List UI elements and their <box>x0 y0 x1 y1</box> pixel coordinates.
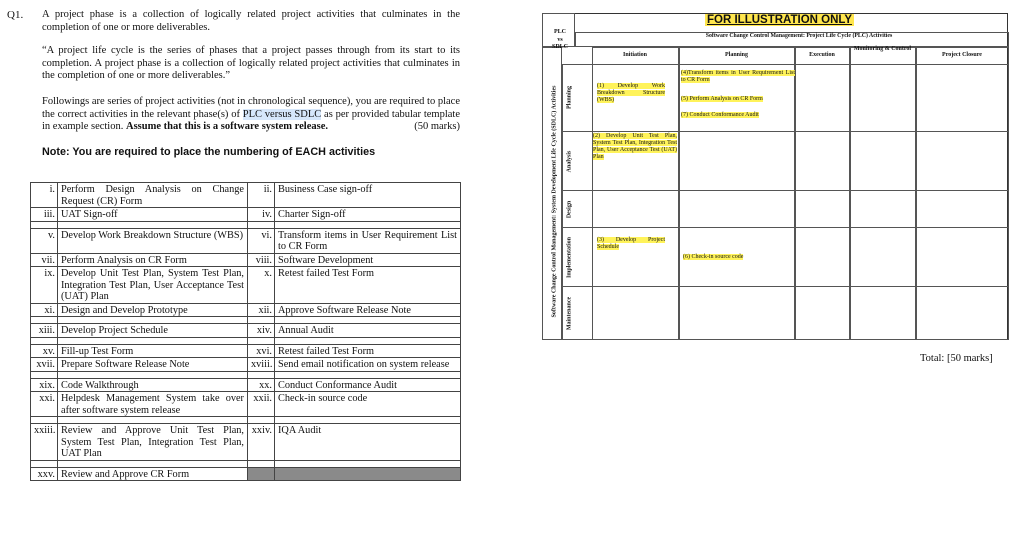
spacer-cell <box>275 221 461 228</box>
empty-cell <box>275 467 461 481</box>
spacer-cell <box>58 460 248 467</box>
activity-row <box>31 267 461 304</box>
instruction-text-2: as per provided tabular template in example section. <box>42 108 460 132</box>
spacer-cell <box>58 221 248 228</box>
spacer-cell <box>275 460 461 467</box>
activity-number: xx. <box>248 378 275 392</box>
sdlc-phase-design: Design <box>566 200 573 219</box>
activity-text: Fill-up Test Form <box>58 344 248 358</box>
spacer-row <box>31 460 461 467</box>
entry-check-in-code-text: (6) Check-in source code <box>683 254 744 260</box>
entry-perform-analysis-text: (5) Perform Analysis on CR Form <box>681 96 763 102</box>
activity-row <box>31 467 461 481</box>
entry-project-schedule-text: (3) Develop Project Schedule <box>597 237 665 250</box>
entry-conformance-audit <box>681 112 795 119</box>
question-number: Q1. <box>7 9 24 21</box>
sdlc-label: SDLC <box>551 44 568 50</box>
sdlc-phase-maintenance: Maintenance <box>566 296 573 331</box>
activity-number: xiii. <box>31 324 58 338</box>
question-quote: “A project life cycle is the series of phases that a project passes through from its start to its completion. A project phase is a collection of logically related project activities that culminates in the completion of one or more deliverables.” <box>42 45 460 81</box>
spacer-cell <box>248 417 275 424</box>
activity-text: Transform items in User Requirement List to CR Form <box>275 228 461 253</box>
spacer-cell <box>275 317 461 324</box>
activity-row <box>31 228 461 253</box>
activity-text: Perform Analysis on CR Form <box>58 253 248 267</box>
activity-number: iii. <box>31 208 58 222</box>
activity-number: xiv. <box>248 324 275 338</box>
activity-number: xxiv. <box>248 424 275 461</box>
activity-number: i. <box>31 183 58 208</box>
activity-text: Develop Project Schedule <box>58 324 248 338</box>
spacer-cell <box>248 371 275 378</box>
empty-cell <box>248 467 275 481</box>
spacer-row <box>31 417 461 424</box>
scm-plc-title: Software Change Control Management: Project Life Cycle (PLC) Activities <box>705 33 893 39</box>
spacer-cell <box>31 371 58 378</box>
spacer-cell <box>31 460 58 467</box>
spacer-cell <box>58 371 248 378</box>
activity-number: xxi. <box>31 392 58 417</box>
plc-label: PLC <box>554 29 566 35</box>
activity-row <box>31 378 461 392</box>
entry-conformance-audit-text: (7) Conduct Conformance Audit <box>681 112 759 118</box>
phase-initiation: Initiation <box>622 52 647 58</box>
vs-label: vs <box>557 36 563 43</box>
spacer-cell <box>58 417 248 424</box>
spacer-cell <box>31 417 58 424</box>
activity-text: Develop Work Breakdown Structure (WBS) <box>58 228 248 253</box>
spacer-row <box>31 317 461 324</box>
activity-text: Review and Approve CR Form <box>58 467 248 481</box>
phase-execution: Execution <box>809 52 835 58</box>
spacer-cell <box>275 417 461 424</box>
total-marks: Total: [50 marks] <box>920 353 993 364</box>
activity-row <box>31 303 461 317</box>
activity-text: Business Case sign-off <box>275 183 461 208</box>
spacer-cell <box>248 221 275 228</box>
activity-text: Check-in source code <box>275 392 461 417</box>
row-maintenance <box>562 286 1009 340</box>
question-marks: (50 marks) <box>414 121 460 132</box>
entry-develop-test-plans-text: (2) Develop Unit Test Plan, System Test Plan, Integration Test Plan, User Acceptance Test (UAT) Plan <box>593 133 677 160</box>
activity-text: Helpdesk Management System take over after software system release <box>58 392 248 417</box>
spacer-cell <box>275 337 461 344</box>
activity-number: viii. <box>248 253 275 267</box>
spacer-cell <box>31 221 58 228</box>
entry-perform-analysis <box>681 96 795 103</box>
activity-text: Retest failed Test Form <box>275 344 461 358</box>
activity-number: ix. <box>31 267 58 304</box>
activity-number: v. <box>31 228 58 253</box>
row-design <box>562 190 1009 228</box>
activity-row <box>31 392 461 417</box>
sdlc-phase-planning: Planning <box>566 86 573 110</box>
activity-number: xi. <box>31 303 58 317</box>
activity-text: Review and Approve Unit Test Plan, System Test Plan, Integration Test Plan, UAT Plan <box>58 424 248 461</box>
activity-text: Design and Develop Prototype <box>58 303 248 317</box>
spacer-cell <box>248 460 275 467</box>
instruction-highlight[interactable]: PLC versus SDLC <box>242 108 322 120</box>
spacer-cell <box>58 317 248 324</box>
phase-monitoring-control: Monitoring & Control <box>853 46 912 52</box>
activity-row <box>31 183 461 208</box>
instruction-bold: Assume that this is a software system release. <box>125 121 328 132</box>
instruction-text-1: Followings are series of project activities (not in chronological sequence), you are required to place the correct activities in the relevant phase(s) of <box>42 96 460 120</box>
sdlc-phase-analysis: Analysis <box>566 150 573 173</box>
activity-text: Approve Software Release Note <box>275 303 461 317</box>
activity-number: xv. <box>31 344 58 358</box>
activity-text: Charter Sign-off <box>275 208 461 222</box>
activity-row <box>31 324 461 338</box>
illustration-table <box>542 13 1008 340</box>
question-intro: A project phase is a collection of logically related project activities that culminates in the completion of one or more deliverables. <box>42 9 460 33</box>
activity-number: x. <box>248 267 275 304</box>
activity-number: xvi. <box>248 344 275 358</box>
question-instruction <box>42 96 460 134</box>
sdlc-phase-implementation: Implementation <box>566 237 573 278</box>
spacer-cell <box>31 317 58 324</box>
activity-row <box>31 424 461 461</box>
activity-text: Develop Unit Test Plan, System Test Plan, Integration Test Plan, User Acceptance Test (UAT) Plan <box>58 267 248 304</box>
activity-number: xvii. <box>31 358 58 372</box>
activity-row <box>31 344 461 358</box>
activity-row <box>31 358 461 372</box>
spacer-cell <box>275 371 461 378</box>
activity-text: Annual Audit <box>275 324 461 338</box>
entry-project-schedule <box>597 237 665 251</box>
activity-number: xxv. <box>31 467 58 481</box>
entry-develop-wbs-text: (1) Develop Work Breakdown Structure (WBS) <box>597 83 665 103</box>
activity-text: Prepare Software Release Note <box>58 358 248 372</box>
illustration-title: FOR ILLUSTRATION ONLY <box>707 14 853 26</box>
phase-planning: Planning <box>724 52 748 58</box>
spacer-row <box>31 221 461 228</box>
activity-number: xii. <box>248 303 275 317</box>
entry-develop-wbs <box>597 83 665 104</box>
activity-number: vii. <box>31 253 58 267</box>
activity-number: xviii. <box>248 358 275 372</box>
spacer-cell <box>248 317 275 324</box>
activities-table-body <box>31 183 461 481</box>
spacer-cell <box>31 337 58 344</box>
phase-project-closure: Project Closure <box>942 52 982 58</box>
activity-text: Send email notification on system release <box>275 358 461 372</box>
sdlc-activities-label: Software Change Control Management: System Development Life Cycle (SDLC) Activities <box>551 85 558 318</box>
activity-text: Conduct Conformance Audit <box>275 378 461 392</box>
activity-text: UAT Sign-off <box>58 208 248 222</box>
entry-transform-items <box>681 70 795 84</box>
activity-text: Software Development <box>275 253 461 267</box>
activity-row <box>31 208 461 222</box>
activity-number: vi. <box>248 228 275 253</box>
activity-number: xix. <box>31 378 58 392</box>
activity-row <box>31 253 461 267</box>
activity-text: Code Walkthrough <box>58 378 248 392</box>
question-note: Note: You are required to place the numbering of EACH activities <box>42 146 376 158</box>
entry-develop-test-plans <box>593 133 677 161</box>
activity-number: xxiii. <box>31 424 58 461</box>
activity-number: iv. <box>248 208 275 222</box>
plc-vs-sdlc-label <box>545 29 575 52</box>
spacer-row <box>31 371 461 378</box>
entry-check-in-code <box>683 254 793 261</box>
activity-text: Retest failed Test Form <box>275 267 461 304</box>
spacer-cell <box>58 337 248 344</box>
activities-table <box>30 182 461 481</box>
spacer-row <box>31 337 461 344</box>
activity-text: IQA Audit <box>275 424 461 461</box>
spacer-cell <box>248 337 275 344</box>
activity-number: ii. <box>248 183 275 208</box>
activity-text: Perform Design Analysis on Change Request (CR) Form <box>58 183 248 208</box>
entry-transform-items-text: (4)Transform items in User Requirement List to CR Form <box>681 70 795 83</box>
activity-number: xxii. <box>248 392 275 417</box>
